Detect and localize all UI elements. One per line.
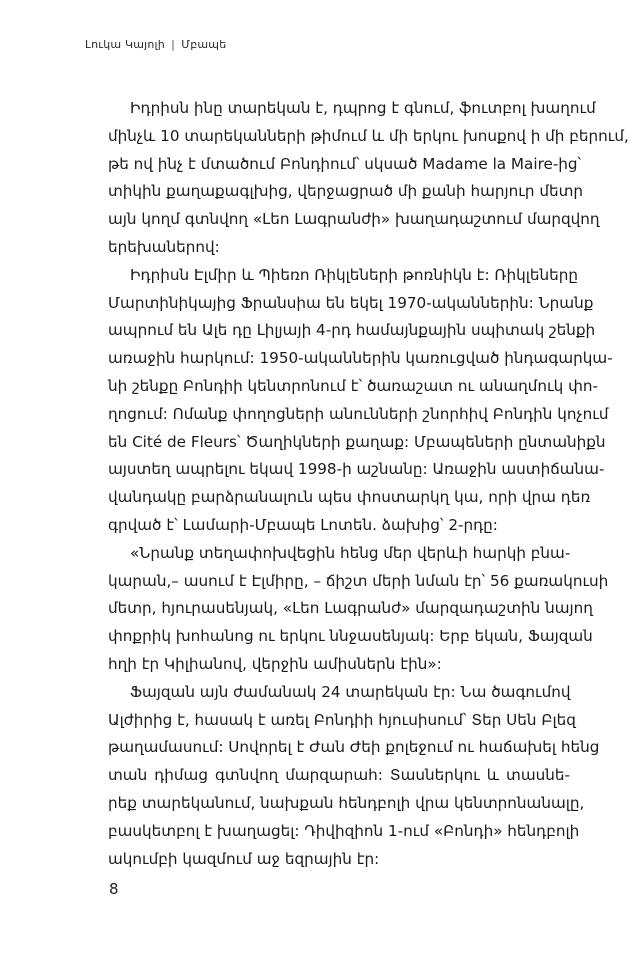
text-line: Իդրիսն Էլմիր և Պիեռո Ռիկլեների թոռնիկն է: Ռիկլեները bbox=[130, 265, 578, 284]
text-line: բասկետբոլ է խաղացել: Դիվիզիոն 1-ում «Բոնդի» հենդբոլի bbox=[108, 821, 580, 840]
text-line: մետր, հյուրասենյակ, «Լեո Լագրանժ» մարզադաշտին նայող bbox=[108, 599, 593, 618]
text-line: Ալժիրից է, հասակ է առել Բոնդիի հյուսիսում՝ Տեր Սեն Բլեզ bbox=[108, 710, 576, 729]
text-line: ղոցում: Ոմանք փողոցների անունների շնորհիվ Բոնդին կոչում bbox=[108, 404, 609, 423]
header-title: Մբապե bbox=[181, 38, 227, 51]
text-line: «Նրանք տեղափոխվեցին հենց մեր վերևի հարկի բնա- bbox=[130, 543, 571, 562]
page-number: 8 bbox=[109, 880, 119, 898]
body-text bbox=[108, 95, 629, 873]
running-header bbox=[85, 38, 226, 51]
paragraph-3 bbox=[108, 540, 609, 679]
text-line: ապրում են Ալե դը Լիլյայի 4-րդ համայնքային սպիտակ շենքի bbox=[108, 321, 596, 340]
text-line: Իդրիսն ինը տարեկան է, դպրոց է գնում, ֆուտբոլ խաղում bbox=[130, 99, 596, 117]
text-line: կարան,– ասում է Էլմիրը, – ճիշտ մերի նման էր՝ 56 քառակուսի bbox=[108, 571, 609, 590]
text-line: են Cité de Fleurs՝ Ծաղիկների քաղաք: Մբապեների ընտանիքն bbox=[108, 432, 606, 451]
text-line: Ֆայզան այն ժամանակ 24 տարեկան էր: Նա ծագումով bbox=[130, 682, 571, 701]
text-line: երեխաներով: bbox=[108, 237, 220, 256]
text-line: տիկին քաղաքագլխից, վերջացրած մի քանի հարյուր մետր bbox=[108, 182, 583, 201]
text-line: վանդակը բարձրանալուն պես փոստարկղ կա, որի վրա դեռ bbox=[108, 488, 591, 507]
paragraph-4 bbox=[108, 679, 600, 874]
text-line: Մարտինիկայից Ֆրանսիա են եկել 1970-ականներին: Նրանք bbox=[108, 293, 594, 312]
text-line: նի շենքը Բոնդիի կենտրոնում է՝ ծառաշատ ու անաղմուկ փո- bbox=[108, 376, 598, 395]
text-line: փոքրիկ խոհանոց ու երկու ննջասենյակ: Երբ եկան, Ֆայզան bbox=[108, 627, 593, 646]
header-separator: | bbox=[171, 38, 176, 51]
text-line: թե ով ինչ է մտածում Բոնդիում՝ սկսած Madame la Maire-ից՝ bbox=[108, 154, 582, 173]
paragraph-1 bbox=[108, 95, 629, 262]
text-line: գրված է՝ Լամարի-Մբապե Լոտեն. ձախից՝ 2-րդը: bbox=[108, 515, 498, 534]
text-line: հղի էր Կիլիանով, վերջին ամիսներն էին»: bbox=[108, 654, 442, 673]
text-line: րեք տարեկանում, նախքան հենդբոլի վրա կենտրոնանալը, bbox=[108, 793, 585, 812]
text-line: տան դիմաց գտնվող մարզարահ: Տասներկու և տասնե- bbox=[108, 766, 570, 785]
paragraph-2 bbox=[108, 262, 613, 540]
text-line: առաջին հարկում: 1950-ականներին կառուցված ինդագարկա- bbox=[108, 349, 613, 368]
text-line: ակումբի կազմում աջ եզրային էր: bbox=[108, 849, 380, 868]
text-line: այստեղ ապրելու եկավ 1998-ի աշնանը: Առաջին աստիճանա- bbox=[108, 460, 605, 479]
text-line: այն կողմ գտնվող «Լեո Լագրանժի» խաղադաշտում մարզվող bbox=[108, 210, 600, 229]
header-author: Լուկա Կայոլի bbox=[85, 38, 165, 51]
text-line: թաղամասում: Սովորել է Ժան Ժեի քոլեջում ու հաճախել հենց bbox=[108, 738, 600, 757]
text-line: մինչև 10 տարեկանների թիմում և մի երկու խոսքով ի մի բերում, bbox=[108, 126, 629, 145]
